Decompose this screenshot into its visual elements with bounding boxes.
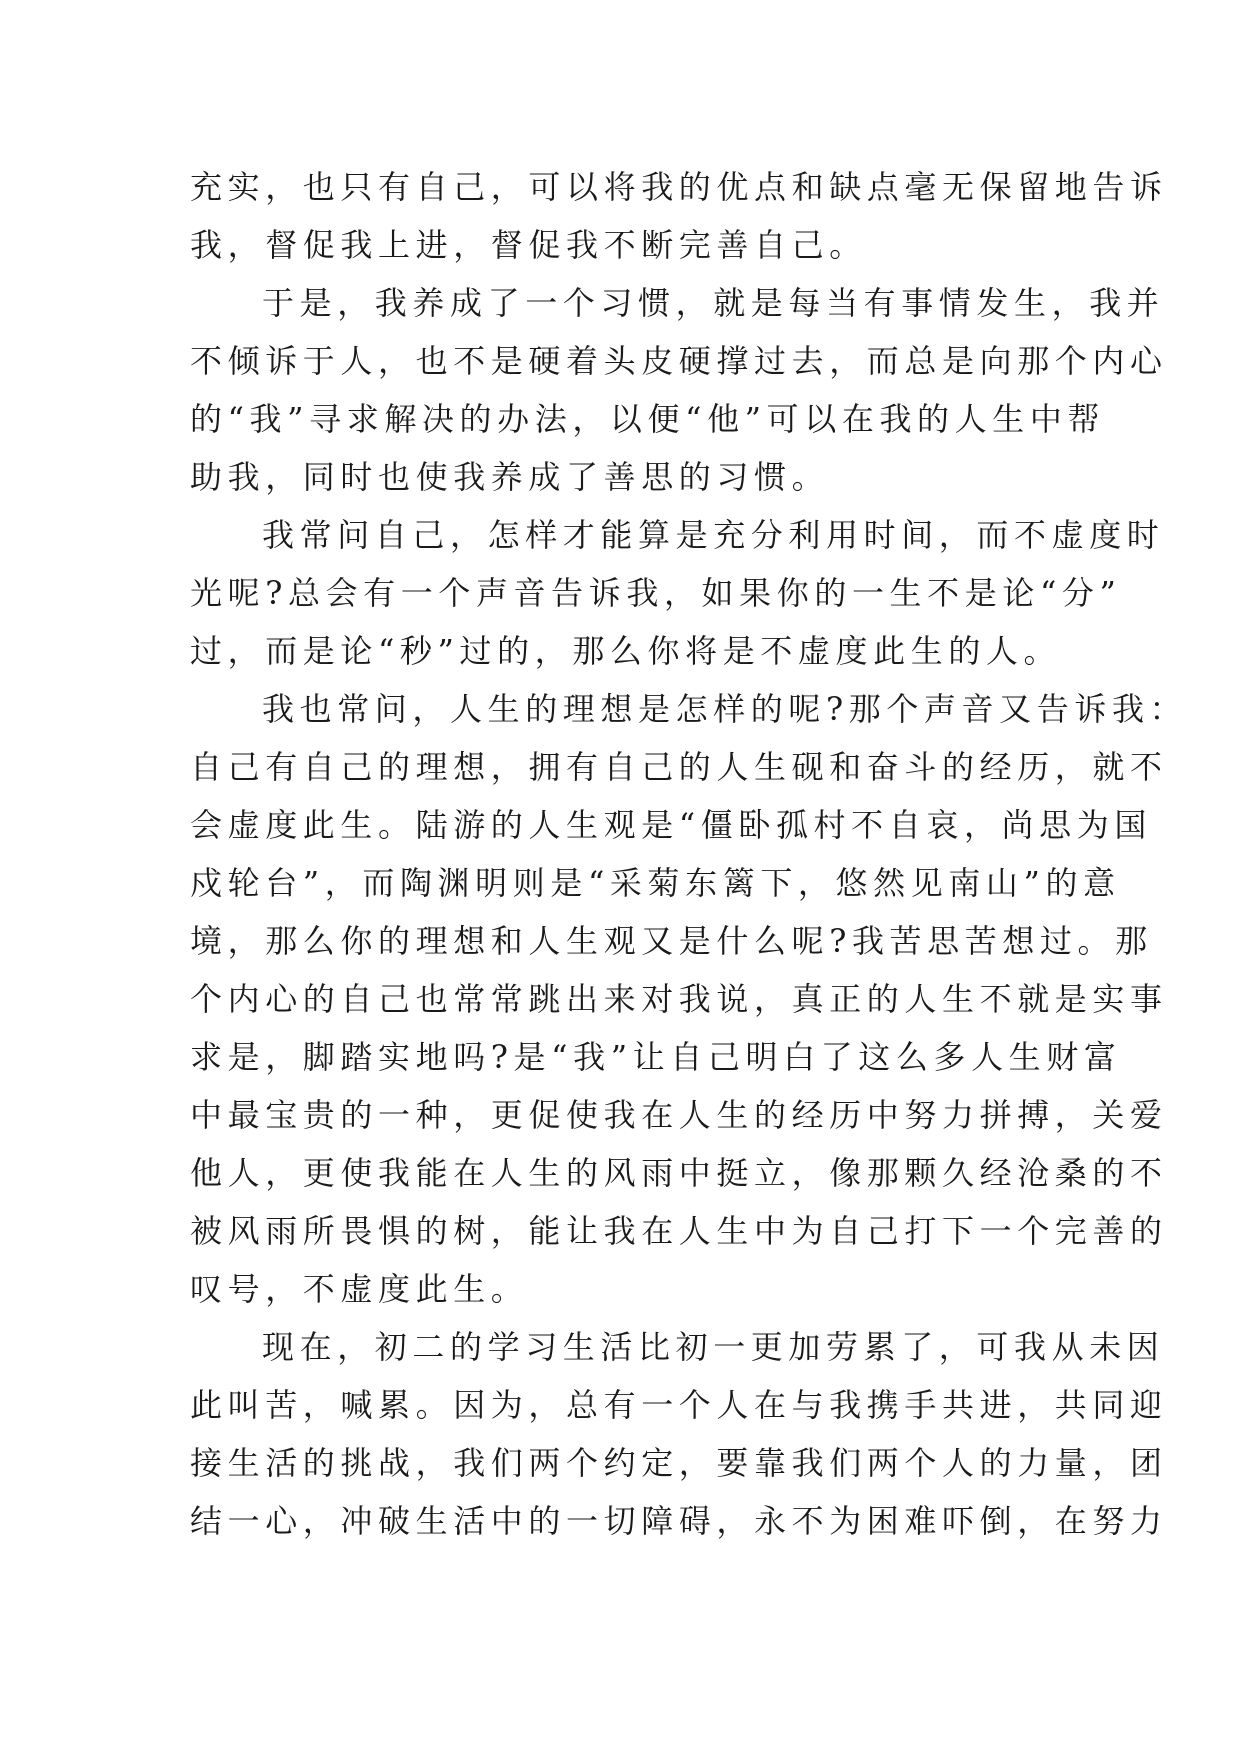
text-line: 会虚度此生。陆游的人生观是“僵卧孤村不自哀，尚思为国 xyxy=(190,806,1152,844)
text-line: 光呢?总会有一个声音告诉我，如果你的一生不是论“分” xyxy=(190,574,1122,612)
body-text xyxy=(190,158,1188,1550)
text-line: 充实，也只有自己，可以将我的优点和缺点毫无保留地告诉 xyxy=(190,168,1168,206)
paragraph-first-line: 我也常问，人生的理想是怎样的呢?那个声音又告诉我： xyxy=(262,690,1188,728)
paragraph-first-line: 我常问自己，怎样才能算是充分利用时间，而不虚度时 xyxy=(262,516,1165,554)
text-line: 助我，同时也使我养成了善思的习惯。 xyxy=(190,458,830,496)
text-line: 境，那么你的理想和人生观又是什么呢?我苦思苦想过。那 xyxy=(190,922,1153,960)
text-line: 不倾诉于人，也不是硬着头皮硬撑过去，而总是向那个内心 xyxy=(190,342,1168,380)
text-line: 结一心，冲破生活中的一切障碍，永不为困难吓倒，在努力 xyxy=(190,1502,1168,1540)
text-line: 求是，脚踏实地吗?是“我”让自己明白了这么多人生财富 xyxy=(190,1038,1122,1076)
text-line: 戍轮台”，而陶渊明则是“采菊东篱下，悠然见南山”的意 xyxy=(190,864,1121,902)
paragraph-first-line: 于是，我养成了一个习惯，就是每当有事情发生，我并 xyxy=(262,284,1165,322)
text-line: 被风雨所畏惧的树，能让我在人生中为自己打下一个完善的 xyxy=(190,1212,1168,1250)
text-line: 此叫苦，喊累。因为，总有一个人在与我携手共进，共同迎 xyxy=(190,1386,1168,1424)
text-line: 过，而是论“秒”过的，那么你将是不虚度此生的人。 xyxy=(190,632,1062,670)
text-line: 他人，更使我能在人生的风雨中挺立，像那颗久经沧桑的不 xyxy=(190,1154,1168,1192)
text-line: 叹号，不虚度此生。 xyxy=(190,1270,529,1308)
text-line: 中最宝贵的一种，更促使我在人生的经历中努力拼搏，关爱 xyxy=(190,1096,1168,1134)
paragraph-first-line: 现在，初二的学习生活比初一更加劳累了，可我从未因 xyxy=(262,1328,1165,1366)
text-line: 个内心的自己也常常跳出来对我说，真正的人生不就是实事 xyxy=(190,980,1168,1018)
text-line: 接生活的挑战，我们两个约定，要靠我们两个人的力量，团 xyxy=(190,1444,1168,1482)
text-line: 自己有自己的理想，拥有自己的人生砚和奋斗的经历，就不 xyxy=(190,748,1168,786)
text-line: 的“我”寻求解决的办法，以便“他”可以在我的人生中帮 xyxy=(190,400,1106,438)
text-line: 我，督促我上进，督促我不断完善自己。 xyxy=(190,226,867,264)
